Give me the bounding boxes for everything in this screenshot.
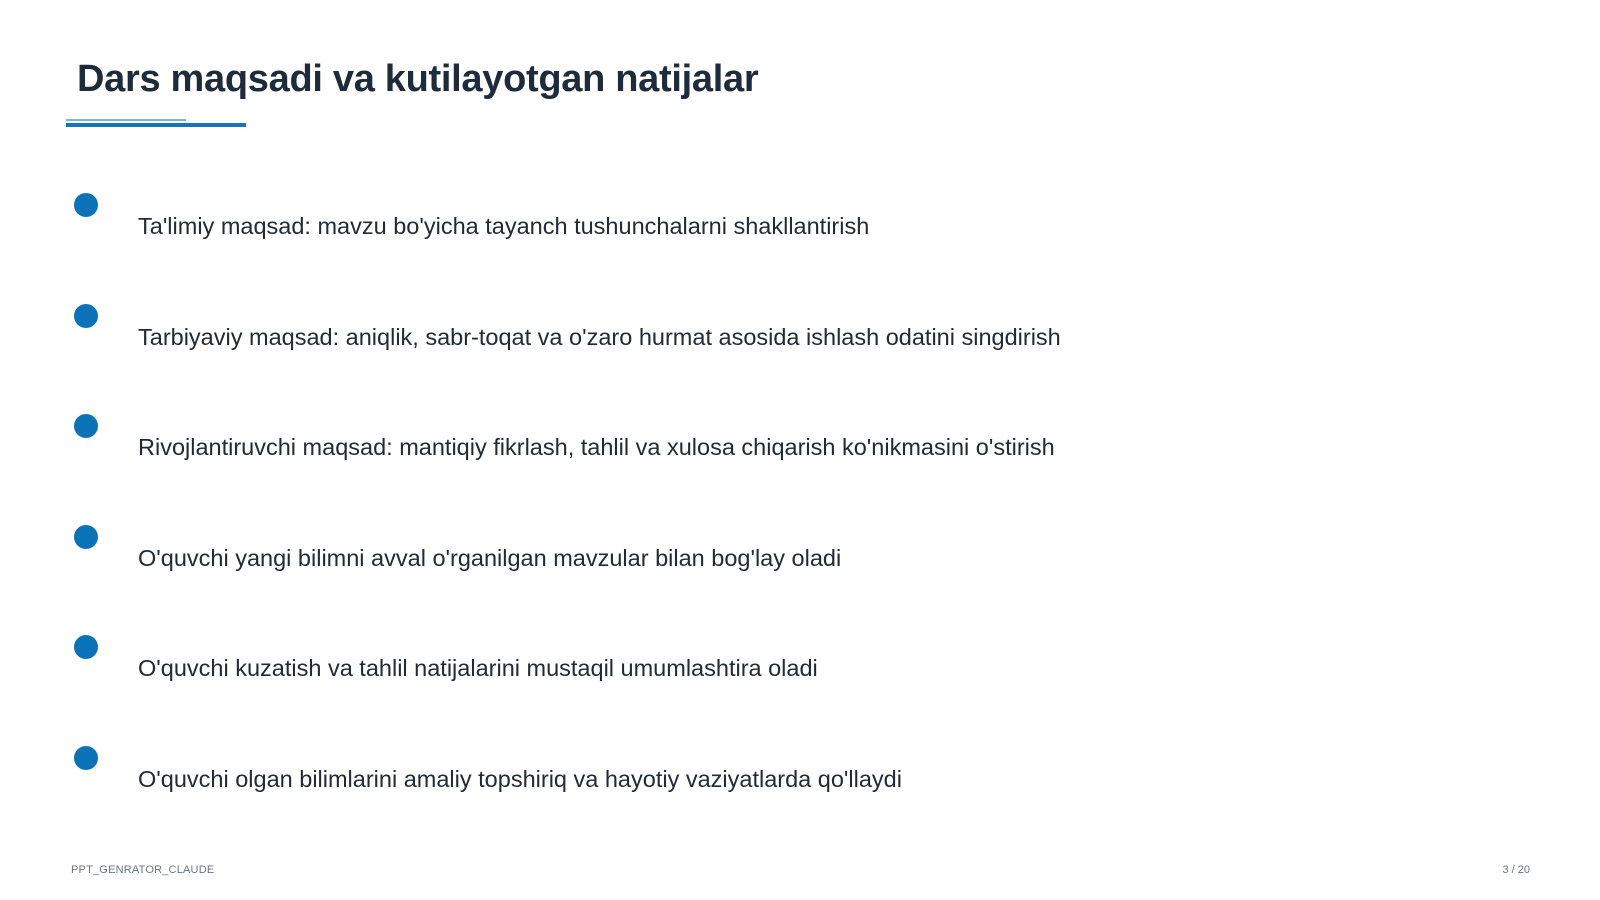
bullet-dot-icon bbox=[74, 304, 98, 328]
bullet-dot-icon bbox=[74, 635, 98, 659]
bullet-dot-icon bbox=[74, 525, 98, 549]
bullet-item bbox=[0, 414, 1400, 524]
title-underline-accent bbox=[66, 119, 186, 121]
bullet-item bbox=[0, 635, 1400, 745]
bullet-dot-icon bbox=[74, 414, 98, 438]
bullet-text: O'quvchi olgan bilimlarini amaliy topshiriq va hayotiy vaziyatlarda qo'llaydi bbox=[138, 766, 902, 792]
bullet-text: Ta'limiy maqsad: mavzu bo'yicha tayanch tushunchalarni shakllantirish bbox=[138, 213, 870, 239]
slide-title: Dars maqsadi va kutilayotgan natijalar bbox=[77, 58, 759, 100]
bullet-item bbox=[0, 193, 1400, 303]
page-indicator: 3 / 20 bbox=[1502, 864, 1530, 876]
title-underline bbox=[66, 123, 246, 127]
bullet-item bbox=[0, 525, 1400, 635]
bullet-text: Rivojlantiruvchi maqsad: mantiqiy fikrlash, tahlil va xulosa chiqarish ko'nikmasini o'stirish bbox=[138, 434, 1055, 460]
bullet-dot-icon bbox=[74, 746, 98, 770]
bullet-text: Tarbiyaviy maqsad: aniqlik, sabr-toqat va o'zaro hurmat asosida ishlash odatini singdirish bbox=[138, 324, 1061, 350]
bullet-text: O'quvchi yangi bilimni avval o'rganilgan mavzular bilan bog'lay oladi bbox=[138, 545, 842, 571]
bullet-item bbox=[0, 746, 1400, 856]
footer-source: PPT_GENRATOR_CLAUDE bbox=[71, 864, 215, 876]
bullet-item bbox=[0, 304, 1400, 414]
bullet-text: O'quvchi kuzatish va tahlil natijalarini mustaqil umumlashtira oladi bbox=[138, 655, 818, 681]
bullet-dot-icon bbox=[74, 193, 98, 217]
